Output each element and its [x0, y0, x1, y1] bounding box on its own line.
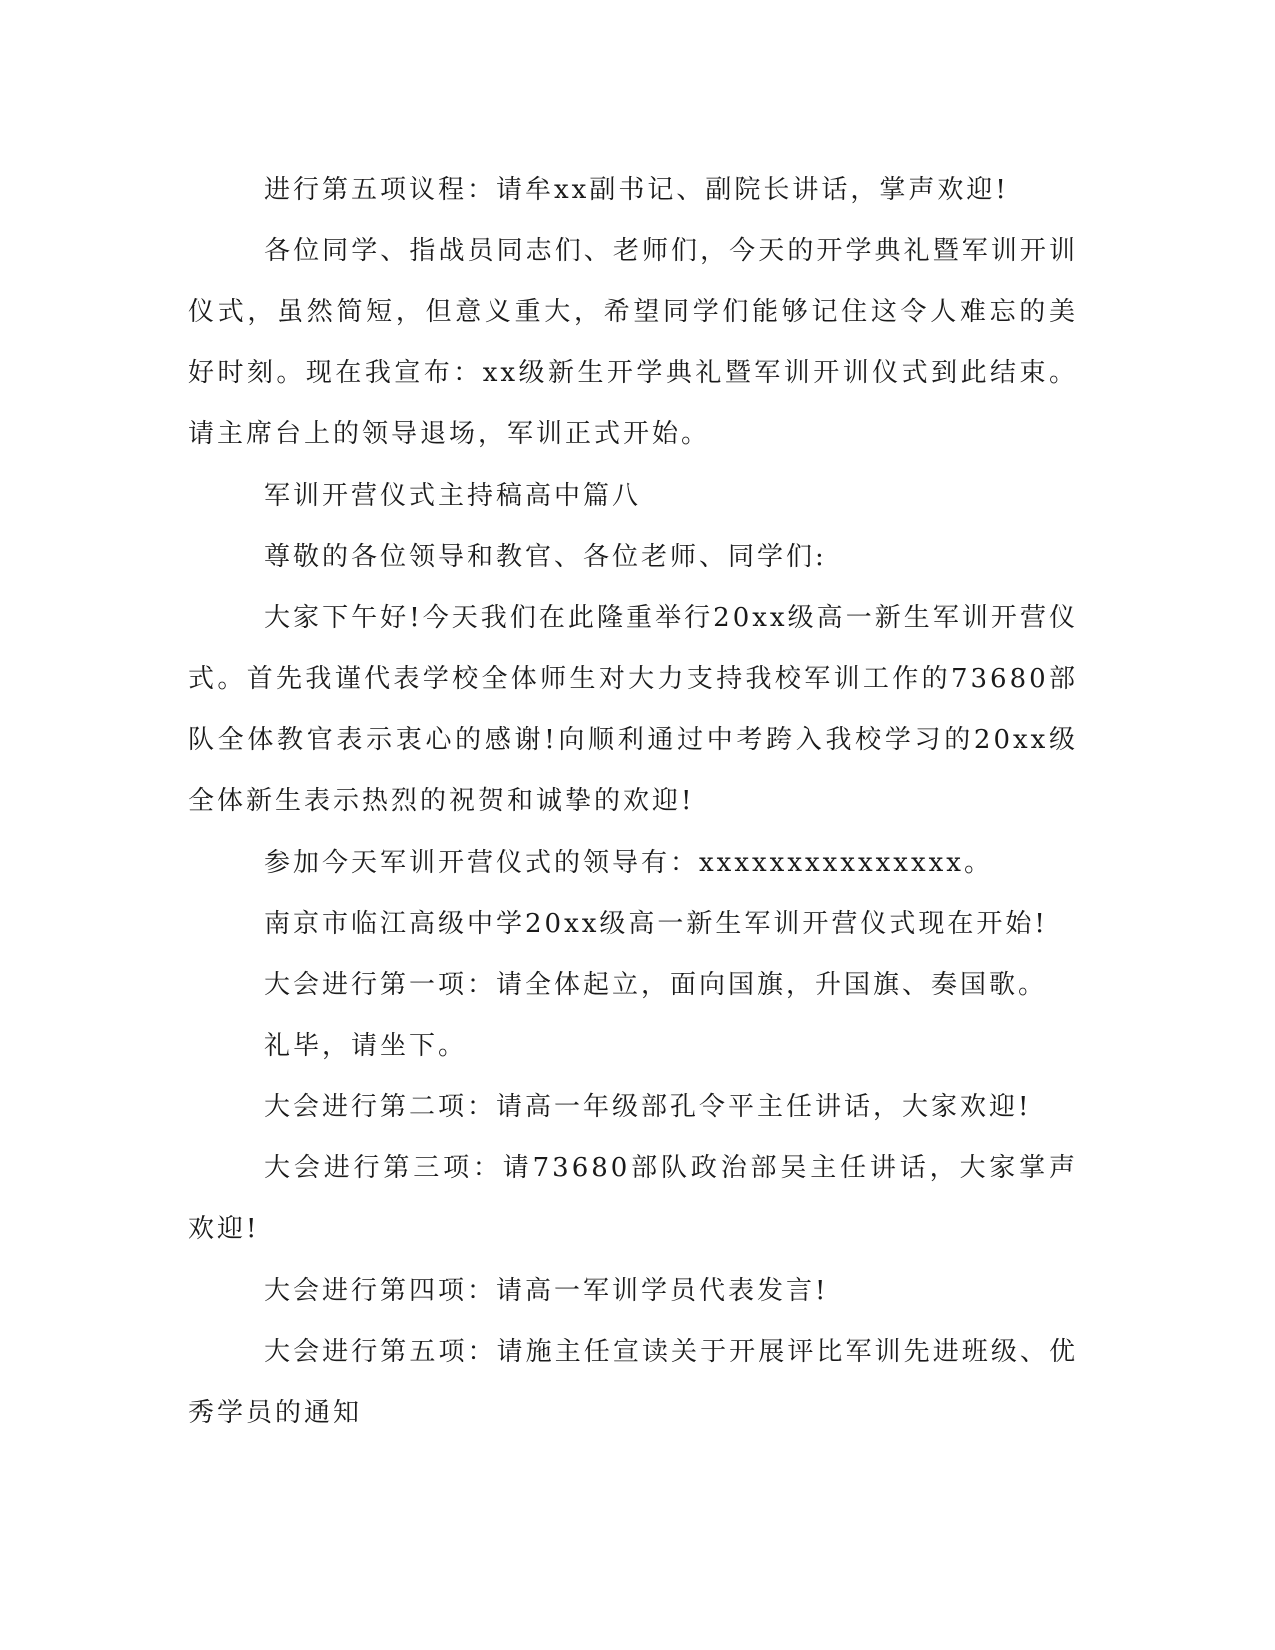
section-heading: 军训开营仪式主持稿高中篇八: [264, 481, 642, 511]
document-body: [188, 160, 1078, 1445]
paragraph-item-4: 大会进行第四项：请高一军训学员代表发言!: [264, 1276, 829, 1306]
paragraph-item-1: 大会进行第一项：请全体起立，面向国旗，升国旗、奏国歌。: [264, 970, 1048, 1000]
paragraph-attending-leaders: 参加今天军训开营仪式的领导有：xxxxxxxxxxxxxxx。: [264, 848, 993, 878]
paragraph-closing-remarks: 各位同学、指战员同志们、老师们，今天的开学典礼暨军训开训仪式，虽然简短，但意义重大，希望同学们能够记住这令人难忘的美好时刻。现在我宣布：xx级新生开学典礼暨军训开训仪式到此结束。请主席台上的领导退场，军训正式开始。: [188, 236, 1078, 449]
paragraph-be-seated: 礼毕，请坐下。: [264, 1031, 468, 1061]
paragraph-salutation: 尊敬的各位领导和教官、各位老师、同学们:: [264, 542, 827, 572]
paragraph-item-5: 大会进行第五项：请施主任宣读关于开展评比军训先进班级、优秀学员的通知: [188, 1337, 1078, 1428]
paragraph-ceremony-start: 南京市临江高级中学20xx级高一新生军训开营仪式现在开始!: [264, 909, 1048, 939]
paragraph-agenda-5: 进行第五项议程：请牟xx副书记、副院长讲话，掌声欢迎!: [264, 175, 1009, 205]
paragraph-item-3: 大会进行第三项：请73680部队政治部吴主任讲话，大家掌声欢迎!: [188, 1153, 1078, 1244]
paragraph-welcome: 大家下午好!今天我们在此隆重举行20xx级高一新生军训开营仪式。首先我谨代表学校全体师生对大力支持我校军训工作的73680部队全体教官表示衷心的感谢!向顺利通过中考跨入我校学习的20xx级全体新生表示热烈的祝贺和诚挚的欢迎!: [188, 603, 1078, 816]
paragraph-item-2: 大会进行第二项：请高一年级部孔令平主任讲话，大家欢迎!: [264, 1092, 1032, 1122]
